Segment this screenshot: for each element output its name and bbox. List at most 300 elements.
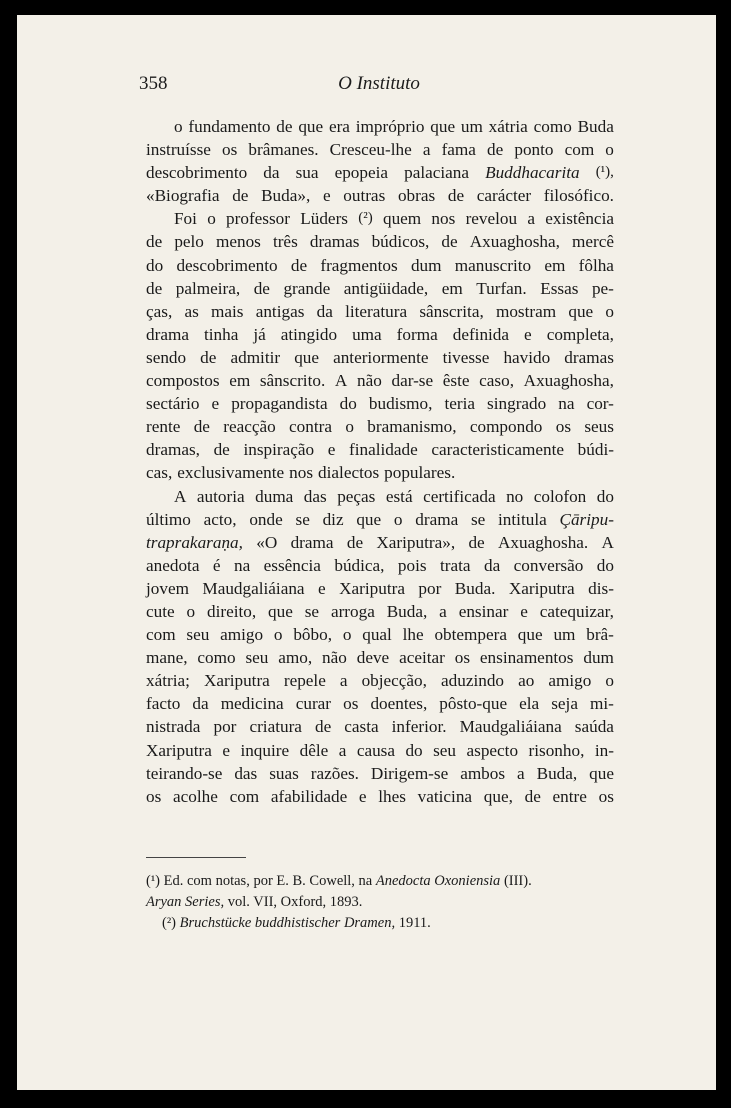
word: mostram bbox=[495, 301, 557, 321]
word: se bbox=[304, 601, 320, 621]
word: amigo bbox=[548, 671, 592, 691]
word: havido bbox=[503, 347, 551, 367]
word: Buddhacarita bbox=[485, 163, 580, 183]
text-line bbox=[146, 762, 614, 785]
word: sendo bbox=[146, 347, 187, 367]
word: populares. bbox=[384, 463, 456, 483]
word: os bbox=[598, 786, 614, 806]
word: um bbox=[460, 117, 483, 136]
word: xátria; bbox=[146, 671, 190, 691]
word: da bbox=[483, 555, 501, 575]
word: das bbox=[303, 486, 327, 506]
word: que bbox=[298, 117, 324, 136]
word: descobrimento bbox=[146, 163, 248, 183]
word: (²) bbox=[358, 210, 373, 227]
word: a bbox=[439, 601, 447, 621]
word: conversão bbox=[513, 555, 584, 575]
word: pe- bbox=[591, 278, 614, 298]
word: epopeia bbox=[334, 163, 389, 183]
word: êste bbox=[442, 371, 470, 391]
word: do bbox=[405, 740, 423, 760]
word: traprakaraṇa, bbox=[146, 532, 243, 552]
word: peças bbox=[337, 486, 376, 506]
footnotes bbox=[146, 871, 614, 934]
word: que bbox=[356, 509, 382, 529]
word: Xariputra bbox=[203, 671, 270, 691]
word: atingido bbox=[280, 324, 338, 344]
word: aceitar bbox=[399, 648, 445, 668]
word: dêle bbox=[299, 740, 329, 760]
page-number: 358 bbox=[139, 73, 168, 94]
word: fragmentos bbox=[320, 255, 398, 275]
word: Çāripu- bbox=[559, 509, 614, 529]
word: lhes bbox=[378, 786, 406, 806]
word: em bbox=[441, 278, 463, 298]
word: dramas, bbox=[146, 440, 200, 460]
word: o bbox=[605, 140, 614, 160]
word: nistrada bbox=[146, 717, 201, 737]
word: se bbox=[295, 509, 310, 529]
word: professor bbox=[226, 209, 290, 229]
word: das bbox=[234, 763, 258, 783]
word: três bbox=[272, 232, 298, 252]
word: de bbox=[193, 417, 210, 437]
word: aspecto bbox=[466, 740, 519, 760]
word: está bbox=[385, 486, 413, 506]
word: que bbox=[268, 601, 293, 621]
text-line bbox=[146, 323, 614, 346]
word: Lüders bbox=[300, 209, 348, 229]
word: de bbox=[447, 186, 465, 206]
word: A bbox=[334, 371, 348, 391]
text-line bbox=[146, 485, 614, 508]
word: «Biografia bbox=[146, 186, 220, 206]
word: o bbox=[273, 625, 283, 645]
word: anteriormente bbox=[333, 347, 429, 367]
text-line bbox=[146, 254, 614, 277]
word: tinha bbox=[203, 324, 239, 344]
word: e bbox=[222, 740, 230, 760]
word: existência bbox=[545, 209, 614, 229]
word: do bbox=[596, 486, 614, 506]
word: da bbox=[316, 301, 333, 321]
word: Foi bbox=[174, 209, 197, 229]
word: dis- bbox=[588, 578, 614, 598]
word: com bbox=[564, 140, 595, 160]
word: de bbox=[346, 532, 364, 552]
word: exclusivamente bbox=[177, 463, 285, 483]
word: em bbox=[544, 255, 566, 275]
word: reacção bbox=[223, 417, 276, 437]
word: dramas bbox=[564, 347, 614, 367]
word: palmeira, bbox=[175, 278, 241, 298]
word: que, bbox=[483, 786, 513, 806]
text-line bbox=[146, 138, 614, 161]
word: instruísse bbox=[146, 140, 211, 160]
text-line bbox=[146, 300, 614, 323]
word: inferior. bbox=[391, 717, 447, 737]
footnote-1-continuation: Aryan Series, vol. VII, Oxford, 1893. bbox=[146, 894, 363, 910]
word: menos bbox=[215, 232, 261, 252]
word: xátria bbox=[488, 117, 528, 136]
word: cas, bbox=[146, 463, 173, 483]
word: como bbox=[197, 648, 236, 668]
book-page bbox=[17, 15, 716, 1090]
word: sectário bbox=[146, 394, 200, 414]
word: compondo bbox=[469, 417, 543, 437]
word: de bbox=[314, 717, 332, 737]
text-line bbox=[146, 392, 614, 415]
word: Maudgaliáiana bbox=[202, 578, 305, 598]
word: os bbox=[343, 694, 359, 714]
text-line bbox=[146, 438, 614, 461]
text-line bbox=[146, 623, 614, 646]
word: búdicos, bbox=[371, 232, 430, 252]
word: contra bbox=[289, 417, 332, 437]
word: seu bbox=[433, 740, 457, 760]
word: ensinar bbox=[458, 601, 509, 621]
word: tivesse bbox=[442, 347, 490, 367]
text-line bbox=[146, 646, 614, 669]
word: objecção, bbox=[361, 671, 427, 691]
word: o bbox=[605, 301, 614, 321]
word: obtempera bbox=[434, 625, 507, 645]
word: é bbox=[212, 555, 221, 575]
word: por bbox=[418, 578, 442, 598]
word: colofon bbox=[533, 486, 587, 506]
text-line bbox=[146, 184, 614, 207]
word: sua bbox=[295, 163, 319, 183]
word: uma bbox=[352, 324, 382, 344]
word: dum bbox=[583, 648, 614, 668]
word: dramas bbox=[309, 232, 360, 252]
footnote-1: (¹) Ed. com notas, por E. B. Cowell, na Anedocta Oxoniensia (III). bbox=[146, 873, 532, 889]
word: trata bbox=[440, 555, 471, 575]
word: quem bbox=[382, 209, 422, 229]
word: ambos bbox=[460, 763, 506, 783]
word: cor- bbox=[586, 394, 614, 414]
word: Buda», bbox=[261, 186, 311, 206]
word: de bbox=[200, 347, 217, 367]
word: seu bbox=[245, 648, 269, 668]
word: arroga bbox=[330, 601, 375, 621]
word: fôlha bbox=[578, 255, 614, 275]
word: medicina bbox=[220, 694, 284, 714]
word: se bbox=[470, 509, 486, 529]
word: sânscrito. bbox=[259, 371, 326, 391]
word: os bbox=[222, 140, 238, 160]
word: risonho, bbox=[528, 740, 585, 760]
text-line bbox=[146, 785, 614, 808]
word: de bbox=[232, 186, 249, 206]
word: da bbox=[263, 163, 280, 183]
word: inquire bbox=[240, 740, 290, 760]
word: de bbox=[213, 440, 230, 460]
word: na bbox=[558, 394, 575, 414]
word: o bbox=[345, 417, 354, 437]
word: Buda, bbox=[536, 763, 578, 783]
word: outras bbox=[343, 186, 386, 206]
word: Turfan. bbox=[476, 278, 527, 298]
word: em bbox=[229, 371, 251, 391]
word: dar-se bbox=[391, 371, 434, 391]
word: Xariputra bbox=[339, 578, 405, 598]
text-line bbox=[146, 554, 614, 577]
word: o bbox=[393, 509, 403, 529]
word: mi- bbox=[590, 694, 614, 714]
word: completa, bbox=[546, 324, 614, 344]
word: os bbox=[454, 648, 471, 668]
footnote-divider bbox=[146, 857, 246, 858]
word: Buda bbox=[577, 117, 614, 136]
word: e bbox=[358, 786, 367, 806]
word: certificada bbox=[423, 486, 496, 506]
word: razões. bbox=[310, 763, 359, 783]
word: a bbox=[339, 671, 348, 691]
word: de bbox=[146, 232, 163, 252]
word: com bbox=[146, 625, 176, 645]
word: drama bbox=[415, 509, 459, 529]
word: compostos bbox=[146, 371, 220, 391]
word: aduzindo bbox=[441, 671, 505, 691]
word: facto bbox=[146, 694, 181, 714]
word: ela bbox=[519, 694, 540, 714]
word: casta bbox=[344, 717, 379, 737]
word: literatura bbox=[345, 301, 408, 321]
word: seja bbox=[551, 694, 578, 714]
word: por bbox=[213, 717, 237, 737]
word: o bbox=[207, 209, 216, 229]
word: caracteristicamente bbox=[431, 440, 565, 460]
word: nos bbox=[289, 463, 314, 483]
word: seus bbox=[584, 417, 614, 437]
word: os bbox=[555, 417, 572, 437]
word: Axuaghosha, bbox=[469, 232, 560, 252]
word: causa bbox=[356, 740, 395, 760]
word: mais bbox=[211, 301, 244, 321]
word: acolhe bbox=[173, 786, 218, 806]
word: propagandista bbox=[231, 394, 328, 414]
word: fundamento bbox=[188, 117, 271, 136]
word: de bbox=[290, 255, 308, 275]
word: vaticina bbox=[417, 786, 473, 806]
word: nos bbox=[431, 209, 456, 229]
word: rente bbox=[146, 417, 181, 437]
text-line bbox=[146, 207, 614, 230]
text-line bbox=[146, 115, 614, 138]
word: Maudgaliáiana bbox=[459, 717, 562, 737]
word: doentes, bbox=[370, 694, 428, 714]
word: afabilidade bbox=[270, 786, 348, 806]
word: de bbox=[276, 117, 293, 136]
word: repele bbox=[283, 671, 326, 691]
word: direito, bbox=[206, 601, 257, 621]
text-line bbox=[146, 508, 614, 531]
word: descobrimento bbox=[176, 255, 278, 275]
word: dialectos bbox=[318, 463, 380, 483]
word: que bbox=[517, 625, 543, 645]
word: do bbox=[146, 255, 164, 275]
word: dum bbox=[410, 255, 442, 275]
word: o bbox=[605, 671, 614, 691]
word: ao bbox=[518, 671, 535, 691]
word: Buda. bbox=[454, 578, 496, 598]
word: de bbox=[468, 532, 485, 552]
word: palaciana bbox=[404, 163, 469, 183]
word: ças, bbox=[146, 301, 173, 321]
word: do bbox=[339, 394, 357, 414]
word: jovem bbox=[146, 578, 189, 598]
word: cute bbox=[146, 601, 175, 621]
body-text bbox=[146, 115, 614, 808]
word: Axuaghosha, bbox=[523, 371, 614, 391]
text-line bbox=[146, 531, 614, 554]
word: a bbox=[338, 740, 347, 760]
word: sânscrita, bbox=[419, 301, 484, 321]
word: antigüidade, bbox=[343, 278, 429, 298]
word: os bbox=[146, 786, 162, 806]
word: drama bbox=[290, 532, 334, 552]
word: a bbox=[517, 763, 525, 783]
word: teirando-se bbox=[146, 763, 223, 783]
word: um bbox=[553, 625, 576, 645]
text-line bbox=[146, 739, 614, 762]
word: que bbox=[294, 347, 320, 367]
word: manuscrito bbox=[454, 255, 532, 275]
word: antigas bbox=[255, 301, 305, 321]
word: bôbo, bbox=[293, 625, 332, 645]
word: suas bbox=[269, 763, 299, 783]
word: Essas bbox=[540, 278, 579, 298]
word: com bbox=[229, 786, 260, 806]
word: e bbox=[322, 186, 331, 206]
word: na bbox=[233, 555, 251, 575]
word: pôsto-que bbox=[439, 694, 508, 714]
word: Dirigem-se bbox=[370, 763, 449, 783]
word: e bbox=[520, 601, 528, 621]
word: Cresceu-lhe bbox=[329, 140, 412, 160]
word: a bbox=[527, 209, 535, 229]
word: curar bbox=[295, 694, 332, 714]
word: Xariputra», bbox=[376, 532, 456, 552]
word: autoria bbox=[196, 486, 245, 506]
word: seu bbox=[186, 625, 210, 645]
word: catequizar, bbox=[539, 601, 614, 621]
word: de bbox=[441, 232, 458, 252]
word: pelo bbox=[174, 232, 204, 252]
word: diz bbox=[322, 509, 344, 529]
text-line bbox=[146, 600, 614, 623]
word: admitir bbox=[230, 347, 281, 367]
text-line bbox=[146, 692, 614, 715]
word: e bbox=[524, 324, 532, 344]
word: onde bbox=[249, 509, 283, 529]
word: ponto bbox=[514, 140, 554, 160]
word: duma bbox=[255, 486, 294, 506]
word: A bbox=[174, 486, 187, 506]
word: búdica, bbox=[334, 555, 385, 575]
word: de bbox=[253, 278, 270, 298]
word: obras bbox=[397, 186, 436, 206]
word: o bbox=[174, 117, 183, 136]
word: caso, bbox=[479, 371, 515, 391]
word: que bbox=[430, 117, 456, 136]
word: pois bbox=[397, 555, 427, 575]
text-line bbox=[146, 415, 614, 438]
word: (¹), bbox=[595, 164, 614, 181]
word: amo, bbox=[278, 648, 313, 668]
word: singrado bbox=[487, 394, 547, 414]
word: bramanismo, bbox=[367, 417, 457, 437]
word: essência bbox=[263, 555, 321, 575]
word: lhe bbox=[402, 625, 424, 645]
word: fama bbox=[441, 140, 476, 160]
word: impróprio bbox=[355, 117, 425, 136]
word: deve bbox=[356, 648, 390, 668]
word: anedota bbox=[146, 555, 200, 575]
word: definida bbox=[452, 324, 510, 344]
word: do bbox=[596, 555, 614, 575]
word: drama bbox=[146, 324, 189, 344]
word: era bbox=[328, 117, 350, 136]
word: «O bbox=[256, 532, 278, 552]
word: revelou bbox=[465, 209, 518, 229]
text-line bbox=[146, 346, 614, 369]
word: o bbox=[186, 601, 196, 621]
word: inspiração bbox=[243, 440, 315, 460]
word: Xariputra bbox=[508, 578, 575, 598]
word: budismo, bbox=[368, 394, 433, 414]
word: forma bbox=[396, 324, 438, 344]
word: como bbox=[533, 117, 572, 136]
footnote-2: (²) Bruchstücke buddhistischer Dramen, 1911. bbox=[162, 915, 431, 931]
word: qual bbox=[362, 625, 392, 645]
word: búdi- bbox=[577, 440, 614, 460]
text-line bbox=[146, 277, 614, 300]
word: in- bbox=[594, 740, 614, 760]
word: a bbox=[422, 140, 431, 160]
word: último bbox=[146, 509, 191, 529]
word: mercê bbox=[572, 232, 614, 252]
word: que bbox=[589, 763, 614, 783]
word: o bbox=[342, 625, 352, 645]
word: amigo bbox=[220, 625, 264, 645]
word: intitula bbox=[498, 509, 547, 529]
text-line bbox=[146, 369, 614, 392]
word: e bbox=[318, 578, 326, 598]
word: criatura bbox=[249, 717, 302, 737]
text-line bbox=[146, 230, 614, 253]
word: as bbox=[184, 301, 199, 321]
word: ensinamentos bbox=[479, 648, 574, 668]
word: Buda, bbox=[386, 601, 428, 621]
word: da bbox=[192, 694, 209, 714]
word: de bbox=[146, 278, 163, 298]
word: no bbox=[506, 486, 524, 506]
word: e bbox=[327, 440, 336, 460]
word: filosófico. bbox=[543, 186, 614, 206]
word: A bbox=[601, 532, 614, 552]
text-line bbox=[146, 577, 614, 600]
word: brâmanes. bbox=[248, 140, 319, 160]
text-line bbox=[146, 715, 614, 738]
text-line bbox=[146, 461, 614, 484]
word: carácter bbox=[476, 186, 532, 206]
text-line bbox=[146, 161, 614, 184]
running-header bbox=[139, 73, 619, 99]
word: não bbox=[356, 371, 382, 391]
word: de bbox=[524, 786, 541, 806]
